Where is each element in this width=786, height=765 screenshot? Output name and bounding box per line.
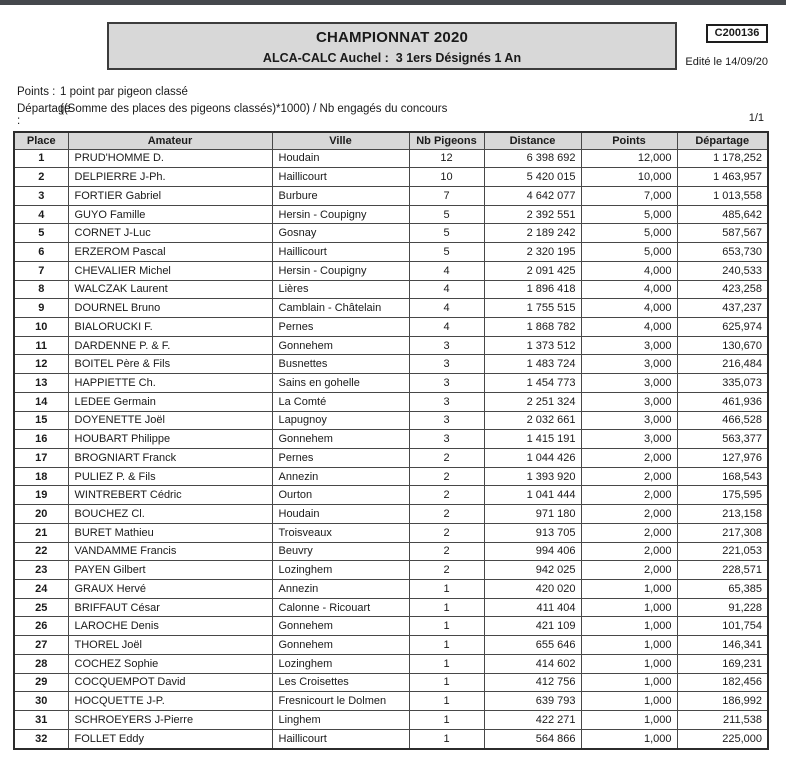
table-row bbox=[14, 186, 768, 205]
cell-points: 5,000 bbox=[581, 205, 677, 224]
cell-points: 12,000 bbox=[581, 149, 677, 168]
cell-ville: La Comté bbox=[272, 392, 409, 411]
cell-points: 2,000 bbox=[581, 486, 677, 505]
cell-departage: 653,730 bbox=[677, 243, 768, 262]
cell-ville: Lières bbox=[272, 280, 409, 299]
cell-distance: 4 642 077 bbox=[484, 186, 581, 205]
cell-distance: 1 896 418 bbox=[484, 280, 581, 299]
table-row bbox=[14, 636, 768, 655]
cell-distance: 412 756 bbox=[484, 673, 581, 692]
cell-amateur: PRUD'HOMME D. bbox=[68, 149, 272, 168]
cell-ville: Gosnay bbox=[272, 224, 409, 243]
cell-nb-pigeons: 5 bbox=[409, 224, 484, 243]
cell-nb-pigeons: 2 bbox=[409, 542, 484, 561]
table-row bbox=[14, 243, 768, 262]
cell-departage: 101,754 bbox=[677, 617, 768, 636]
cell-departage: 466,528 bbox=[677, 411, 768, 430]
cell-place: 5 bbox=[14, 224, 68, 243]
cell-amateur: HOUBART Philippe bbox=[68, 430, 272, 449]
cell-place: 14 bbox=[14, 392, 68, 411]
cell-place: 29 bbox=[14, 673, 68, 692]
cell-points: 1,000 bbox=[581, 636, 677, 655]
cell-distance: 411 404 bbox=[484, 598, 581, 617]
cell-amateur: GRAUX Hervé bbox=[68, 580, 272, 599]
results-table-body bbox=[14, 149, 768, 749]
cell-nb-pigeons: 2 bbox=[409, 561, 484, 580]
cell-distance: 1 393 920 bbox=[484, 467, 581, 486]
cell-departage: 461,936 bbox=[677, 392, 768, 411]
cell-points: 1,000 bbox=[581, 692, 677, 711]
table-row bbox=[14, 149, 768, 168]
cell-amateur: DOURNEL Bruno bbox=[68, 299, 272, 318]
cell-amateur: FOLLET Eddy bbox=[68, 729, 272, 749]
cell-departage: 213,158 bbox=[677, 505, 768, 524]
cell-amateur: BURET Mathieu bbox=[68, 523, 272, 542]
cell-ville: Fresnicourt le Dolmen bbox=[272, 692, 409, 711]
table-row bbox=[14, 598, 768, 617]
table-row bbox=[14, 280, 768, 299]
cell-ville: Gonnehem bbox=[272, 336, 409, 355]
points-rule-line bbox=[17, 86, 188, 98]
departage-rule-label: Départage : bbox=[17, 103, 71, 127]
table-row bbox=[14, 654, 768, 673]
cell-amateur: BIALORUCKI F. bbox=[68, 317, 272, 336]
cell-points: 1,000 bbox=[581, 580, 677, 599]
departage-rule-value: ((Somme des places des pigeons classés)*1000) / Nb engagés du concours bbox=[60, 103, 448, 115]
cell-amateur: THOREL Joël bbox=[68, 636, 272, 655]
cell-points: 2,000 bbox=[581, 449, 677, 468]
cell-ville: Les Croisettes bbox=[272, 673, 409, 692]
table-row bbox=[14, 392, 768, 411]
cell-points: 1,000 bbox=[581, 654, 677, 673]
cell-points: 1,000 bbox=[581, 617, 677, 636]
cell-nb-pigeons: 4 bbox=[409, 261, 484, 280]
cell-place: 22 bbox=[14, 542, 68, 561]
cell-distance: 1 373 512 bbox=[484, 336, 581, 355]
cell-nb-pigeons: 2 bbox=[409, 486, 484, 505]
cell-nb-pigeons: 5 bbox=[409, 243, 484, 262]
cell-ville: Camblain - Châtelain bbox=[272, 299, 409, 318]
cell-departage: 91,228 bbox=[677, 598, 768, 617]
table-row bbox=[14, 505, 768, 524]
table-row bbox=[14, 224, 768, 243]
cell-points: 5,000 bbox=[581, 224, 677, 243]
cell-amateur: BRIFFAUT César bbox=[68, 598, 272, 617]
cell-departage: 485,642 bbox=[677, 205, 768, 224]
cell-ville: Sains en gohelle bbox=[272, 374, 409, 393]
table-header-row bbox=[14, 132, 768, 149]
cell-nb-pigeons: 10 bbox=[409, 168, 484, 187]
cell-nb-pigeons: 2 bbox=[409, 449, 484, 468]
cell-place: 31 bbox=[14, 711, 68, 730]
table-row bbox=[14, 430, 768, 449]
cell-departage: 335,073 bbox=[677, 374, 768, 393]
cell-nb-pigeons: 1 bbox=[409, 729, 484, 749]
cell-ville: Houdain bbox=[272, 505, 409, 524]
cell-nb-pigeons: 2 bbox=[409, 523, 484, 542]
cell-points: 3,000 bbox=[581, 355, 677, 374]
cell-distance: 2 091 425 bbox=[484, 261, 581, 280]
cell-departage: 225,000 bbox=[677, 729, 768, 749]
cell-points: 3,000 bbox=[581, 411, 677, 430]
cell-distance: 1 454 773 bbox=[484, 374, 581, 393]
header-ville: Ville bbox=[272, 132, 409, 149]
cell-departage: 217,308 bbox=[677, 523, 768, 542]
cell-departage: 186,992 bbox=[677, 692, 768, 711]
cell-ville: Annezin bbox=[272, 580, 409, 599]
edited-date: Edité le 14/09/20 bbox=[685, 56, 768, 68]
table-row bbox=[14, 561, 768, 580]
cell-place: 2 bbox=[14, 168, 68, 187]
table-row bbox=[14, 411, 768, 430]
table-row bbox=[14, 467, 768, 486]
cell-place: 4 bbox=[14, 205, 68, 224]
cell-distance: 1 041 444 bbox=[484, 486, 581, 505]
cell-nb-pigeons: 12 bbox=[409, 149, 484, 168]
cell-points: 2,000 bbox=[581, 542, 677, 561]
header-departage: Départage bbox=[677, 132, 768, 149]
table-row bbox=[14, 355, 768, 374]
cell-ville: Gonnehem bbox=[272, 636, 409, 655]
cell-place: 30 bbox=[14, 692, 68, 711]
cell-points: 3,000 bbox=[581, 374, 677, 393]
cell-amateur: PAYEN Gilbert bbox=[68, 561, 272, 580]
cell-departage: 423,258 bbox=[677, 280, 768, 299]
table-row bbox=[14, 374, 768, 393]
cell-ville: Lapugnoy bbox=[272, 411, 409, 430]
table-row bbox=[14, 486, 768, 505]
cell-points: 1,000 bbox=[581, 598, 677, 617]
cell-ville: Houdain bbox=[272, 149, 409, 168]
cell-points: 10,000 bbox=[581, 168, 677, 187]
header-place: Place bbox=[14, 132, 68, 149]
cell-distance: 6 398 692 bbox=[484, 149, 581, 168]
table-row bbox=[14, 580, 768, 599]
cell-ville: Lozinghem bbox=[272, 654, 409, 673]
cell-points: 4,000 bbox=[581, 280, 677, 299]
cell-points: 2,000 bbox=[581, 467, 677, 486]
cell-nb-pigeons: 1 bbox=[409, 580, 484, 599]
cell-departage: 228,571 bbox=[677, 561, 768, 580]
cell-points: 2,000 bbox=[581, 505, 677, 524]
cell-distance: 942 025 bbox=[484, 561, 581, 580]
cell-place: 12 bbox=[14, 355, 68, 374]
cell-nb-pigeons: 3 bbox=[409, 430, 484, 449]
report-title: CHAMPIONNAT 2020 bbox=[315, 29, 469, 46]
cell-ville: Haillicourt bbox=[272, 168, 409, 187]
cell-distance: 2 032 661 bbox=[484, 411, 581, 430]
cell-ville: Lozinghem bbox=[272, 561, 409, 580]
table-row bbox=[14, 449, 768, 468]
cell-distance: 2 189 242 bbox=[484, 224, 581, 243]
cell-nb-pigeons: 1 bbox=[409, 673, 484, 692]
cell-amateur: GUYO Famille bbox=[68, 205, 272, 224]
cell-amateur: BROGNIART Franck bbox=[68, 449, 272, 468]
cell-points: 2,000 bbox=[581, 561, 677, 580]
cell-distance: 2 392 551 bbox=[484, 205, 581, 224]
results-table bbox=[13, 131, 769, 750]
cell-amateur: SCHROEYERS J-Pierre bbox=[68, 711, 272, 730]
window-top-edge bbox=[0, 0, 786, 5]
cell-amateur: COCHEZ Sophie bbox=[68, 654, 272, 673]
cell-distance: 1 755 515 bbox=[484, 299, 581, 318]
table-row bbox=[14, 711, 768, 730]
cell-amateur: LEDEE Germain bbox=[68, 392, 272, 411]
cell-nb-pigeons: 1 bbox=[409, 692, 484, 711]
header-distance: Distance bbox=[484, 132, 581, 149]
cell-amateur: CORNET J-Luc bbox=[68, 224, 272, 243]
cell-place: 11 bbox=[14, 336, 68, 355]
cell-place: 18 bbox=[14, 467, 68, 486]
cell-points: 1,000 bbox=[581, 729, 677, 749]
cell-place: 8 bbox=[14, 280, 68, 299]
cell-nb-pigeons: 1 bbox=[409, 654, 484, 673]
cell-points: 5,000 bbox=[581, 243, 677, 262]
cell-place: 23 bbox=[14, 561, 68, 580]
table-row bbox=[14, 617, 768, 636]
cell-place: 13 bbox=[14, 374, 68, 393]
page-indicator: 1/1 bbox=[748, 112, 764, 124]
cell-amateur: FORTIER Gabriel bbox=[68, 186, 272, 205]
cell-amateur: DELPIERRE J-Ph. bbox=[68, 168, 272, 187]
table-row bbox=[14, 729, 768, 749]
cell-departage: 563,377 bbox=[677, 430, 768, 449]
cell-nb-pigeons: 5 bbox=[409, 205, 484, 224]
cell-place: 24 bbox=[14, 580, 68, 599]
cell-place: 1 bbox=[14, 149, 68, 168]
cell-nb-pigeons: 7 bbox=[409, 186, 484, 205]
cell-nb-pigeons: 1 bbox=[409, 617, 484, 636]
cell-nb-pigeons: 3 bbox=[409, 336, 484, 355]
cell-departage: 625,974 bbox=[677, 317, 768, 336]
cell-distance: 1 483 724 bbox=[484, 355, 581, 374]
cell-nb-pigeons: 2 bbox=[409, 467, 484, 486]
report-title-box bbox=[107, 22, 677, 70]
cell-nb-pigeons: 4 bbox=[409, 280, 484, 299]
departage-rule-line bbox=[17, 103, 447, 127]
header-points: Points bbox=[581, 132, 677, 149]
cell-points: 4,000 bbox=[581, 299, 677, 318]
table-row bbox=[14, 317, 768, 336]
cell-departage: 221,053 bbox=[677, 542, 768, 561]
cell-departage: 437,237 bbox=[677, 299, 768, 318]
cell-distance: 1 868 782 bbox=[484, 317, 581, 336]
cell-ville: Pernes bbox=[272, 449, 409, 468]
cell-ville: Haillicourt bbox=[272, 729, 409, 749]
cell-nb-pigeons: 1 bbox=[409, 711, 484, 730]
cell-distance: 420 020 bbox=[484, 580, 581, 599]
cell-ville: Pernes bbox=[272, 317, 409, 336]
cell-departage: 240,533 bbox=[677, 261, 768, 280]
table-row bbox=[14, 523, 768, 542]
cell-distance: 5 420 015 bbox=[484, 168, 581, 187]
cell-distance: 414 602 bbox=[484, 654, 581, 673]
cell-place: 9 bbox=[14, 299, 68, 318]
cell-points: 3,000 bbox=[581, 430, 677, 449]
cell-nb-pigeons: 2 bbox=[409, 505, 484, 524]
cell-ville: Hersin - Coupigny bbox=[272, 261, 409, 280]
table-row bbox=[14, 261, 768, 280]
cell-amateur: DOYENETTE Joël bbox=[68, 411, 272, 430]
table-row bbox=[14, 205, 768, 224]
cell-place: 19 bbox=[14, 486, 68, 505]
table-row bbox=[14, 299, 768, 318]
cell-ville: Troisveaux bbox=[272, 523, 409, 542]
cell-amateur: VANDAMME Francis bbox=[68, 542, 272, 561]
table-row bbox=[14, 542, 768, 561]
table-row bbox=[14, 336, 768, 355]
cell-distance: 655 646 bbox=[484, 636, 581, 655]
cell-amateur: LAROCHE Denis bbox=[68, 617, 272, 636]
points-rule-value: 1 point par pigeon classé bbox=[60, 86, 188, 98]
cell-departage: 146,341 bbox=[677, 636, 768, 655]
cell-amateur: BOUCHEZ Cl. bbox=[68, 505, 272, 524]
cell-place: 32 bbox=[14, 729, 68, 749]
cell-distance: 994 406 bbox=[484, 542, 581, 561]
cell-ville: Ourton bbox=[272, 486, 409, 505]
cell-ville: Busnettes bbox=[272, 355, 409, 374]
cell-points: 4,000 bbox=[581, 317, 677, 336]
header-nb-pigeons: Nb Pigeons bbox=[409, 132, 484, 149]
header-amateur: Amateur bbox=[68, 132, 272, 149]
cell-place: 27 bbox=[14, 636, 68, 655]
cell-place: 10 bbox=[14, 317, 68, 336]
cell-ville: Gonnehem bbox=[272, 430, 409, 449]
cell-departage: 216,484 bbox=[677, 355, 768, 374]
cell-amateur: CHEVALIER Michel bbox=[68, 261, 272, 280]
cell-distance: 421 109 bbox=[484, 617, 581, 636]
cell-distance: 564 866 bbox=[484, 729, 581, 749]
cell-points: 4,000 bbox=[581, 261, 677, 280]
cell-points: 3,000 bbox=[581, 336, 677, 355]
cell-place: 21 bbox=[14, 523, 68, 542]
cell-distance: 422 271 bbox=[484, 711, 581, 730]
cell-distance: 2 320 195 bbox=[484, 243, 581, 262]
cell-departage: 1 178,252 bbox=[677, 149, 768, 168]
cell-amateur: HAPPIETTE Ch. bbox=[68, 374, 272, 393]
cell-amateur: COCQUEMPOT David bbox=[68, 673, 272, 692]
cell-amateur: ERZEROM Pascal bbox=[68, 243, 272, 262]
cell-nb-pigeons: 3 bbox=[409, 392, 484, 411]
cell-place: 3 bbox=[14, 186, 68, 205]
cell-place: 6 bbox=[14, 243, 68, 262]
cell-place: 17 bbox=[14, 449, 68, 468]
cell-points: 2,000 bbox=[581, 523, 677, 542]
cell-amateur: BOITEL Père & Fils bbox=[68, 355, 272, 374]
cell-nb-pigeons: 4 bbox=[409, 317, 484, 336]
cell-nb-pigeons: 1 bbox=[409, 636, 484, 655]
cell-nb-pigeons: 1 bbox=[409, 598, 484, 617]
cell-distance: 639 793 bbox=[484, 692, 581, 711]
cell-ville: Hersin - Coupigny bbox=[272, 205, 409, 224]
cell-amateur: WALCZAK Laurent bbox=[68, 280, 272, 299]
cell-nb-pigeons: 3 bbox=[409, 374, 484, 393]
cell-nb-pigeons: 3 bbox=[409, 411, 484, 430]
cell-nb-pigeons: 4 bbox=[409, 299, 484, 318]
cell-departage: 169,231 bbox=[677, 654, 768, 673]
cell-ville: Annezin bbox=[272, 467, 409, 486]
cell-ville: Linghem bbox=[272, 711, 409, 730]
cell-distance: 2 251 324 bbox=[484, 392, 581, 411]
cell-nb-pigeons: 3 bbox=[409, 355, 484, 374]
cell-points: 1,000 bbox=[581, 711, 677, 730]
cell-departage: 127,976 bbox=[677, 449, 768, 468]
cell-distance: 913 705 bbox=[484, 523, 581, 542]
cell-points: 7,000 bbox=[581, 186, 677, 205]
cell-points: 3,000 bbox=[581, 392, 677, 411]
cell-place: 20 bbox=[14, 505, 68, 524]
cell-place: 16 bbox=[14, 430, 68, 449]
cell-departage: 1 463,957 bbox=[677, 168, 768, 187]
cell-distance: 1 044 426 bbox=[484, 449, 581, 468]
cell-place: 15 bbox=[14, 411, 68, 430]
cell-ville: Burbure bbox=[272, 186, 409, 205]
cell-place: 25 bbox=[14, 598, 68, 617]
cell-departage: 182,456 bbox=[677, 673, 768, 692]
cell-place: 28 bbox=[14, 654, 68, 673]
cell-distance: 1 415 191 bbox=[484, 430, 581, 449]
points-rule-label: Points : bbox=[17, 86, 56, 98]
cell-ville: Haillicourt bbox=[272, 243, 409, 262]
cell-amateur: PULIEZ P. & Fils bbox=[68, 467, 272, 486]
cell-departage: 1 013,558 bbox=[677, 186, 768, 205]
cell-ville: Calonne - Ricouart bbox=[272, 598, 409, 617]
report-subtitle: ALCA-CALC Auchel : 3 1ers Désignés 1 An bbox=[262, 51, 522, 65]
cell-place: 7 bbox=[14, 261, 68, 280]
table-row bbox=[14, 168, 768, 187]
cell-points: 1,000 bbox=[581, 673, 677, 692]
cell-departage: 65,385 bbox=[677, 580, 768, 599]
table-row bbox=[14, 673, 768, 692]
cell-distance: 971 180 bbox=[484, 505, 581, 524]
cell-amateur: HOCQUETTE J-P. bbox=[68, 692, 272, 711]
cell-ville: Beuvry bbox=[272, 542, 409, 561]
cell-departage: 587,567 bbox=[677, 224, 768, 243]
table-row bbox=[14, 692, 768, 711]
cell-amateur: DARDENNE P. & F. bbox=[68, 336, 272, 355]
cell-departage: 211,538 bbox=[677, 711, 768, 730]
cell-place: 26 bbox=[14, 617, 68, 636]
report-code-badge: C200136 bbox=[706, 24, 768, 43]
cell-departage: 130,670 bbox=[677, 336, 768, 355]
cell-departage: 168,543 bbox=[677, 467, 768, 486]
cell-ville: Gonnehem bbox=[272, 617, 409, 636]
cell-amateur: WINTREBERT Cédric bbox=[68, 486, 272, 505]
cell-departage: 175,595 bbox=[677, 486, 768, 505]
